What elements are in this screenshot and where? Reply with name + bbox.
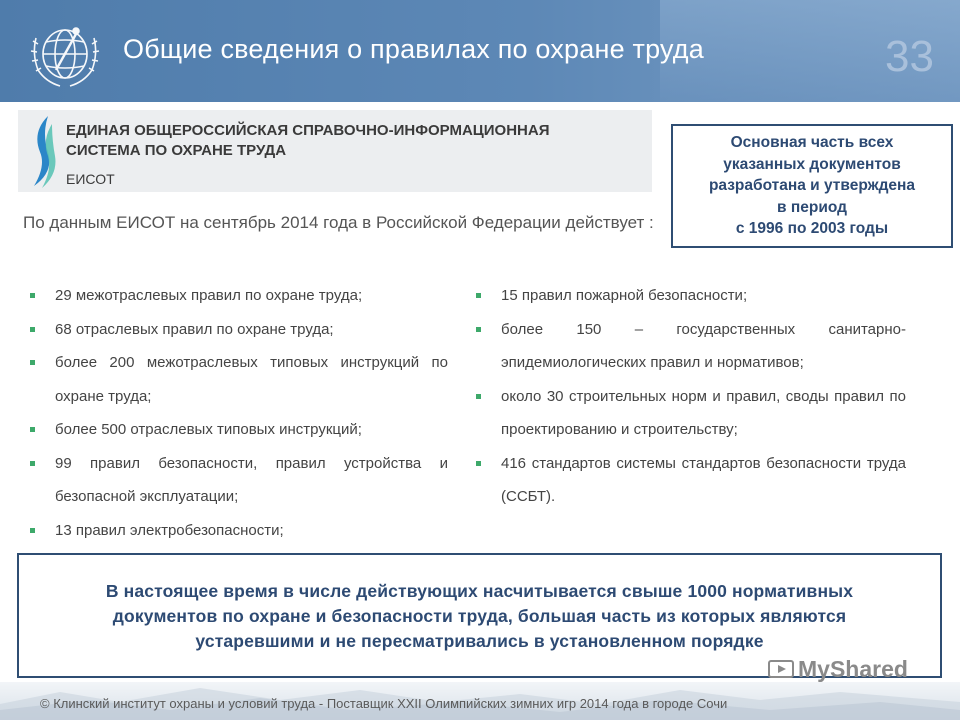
slide-footer — [0, 682, 960, 720]
eisot-abbreviation: ЕИСОТ — [66, 171, 115, 187]
olympic-globe-logo — [26, 18, 104, 90]
watermark-icon — [768, 658, 794, 680]
left-bullet-list — [23, 279, 448, 547]
watermark — [768, 656, 908, 683]
note-line: указанных документов — [723, 155, 901, 173]
right-bullet-list — [469, 279, 906, 514]
page-title: Общие сведения о правилах по охране труда — [123, 34, 704, 64]
summary-line: документов по охране и безопасности труда, большая часть из которых являются — [112, 606, 847, 626]
list-item: около 30 строительных норм и правил, своды правил по проектированию и строительству; — [469, 380, 906, 447]
eisot-logo-icon — [28, 114, 58, 190]
list-item: 68 отраслевых правил по охране труда; — [23, 313, 448, 347]
watermark-text: MyShared — [798, 656, 908, 682]
list-item: 416 стандартов системы стандартов безопасности труда (ССБТ). — [469, 447, 906, 514]
list-item: более 150 – государственных санитарно-эпидемиологических правил и нормативов; — [469, 313, 906, 380]
note-line: разработана и утверждена — [708, 177, 916, 194]
summary-line: устаревшими и не пересматривались в установленном порядке — [195, 631, 764, 651]
footer-copyright: © Клинский институт охраны и условий труда - Поставщик XXII Олимпийских зимних игр 2014 года в городе Сочи — [40, 696, 728, 711]
note-line: в период — [777, 198, 847, 216]
slide-number: 33 — [885, 32, 934, 81]
list-item: более 200 межотраслевых типовых инструкций по охране труда; — [23, 346, 448, 413]
list-item: более 500 отраслевых типовых инструкций; — [23, 413, 448, 447]
list-item: 15 правил пожарной безопасности; — [469, 279, 906, 313]
summary-line: В настоящее время в числе действующих насчитывается свыше 1000 нормативных — [105, 581, 854, 601]
eisot-name-line2: СИСТЕМА ПО ОХРАНЕ ТРУДА — [66, 142, 287, 159]
list-item: 99 правил безопасности, правил устройства и безопасной эксплуатации; — [23, 447, 448, 514]
period-note-box — [671, 124, 953, 248]
intro-text: По данным ЕИСОТ на сентябрь 2014 года в Российской Федерации действует : — [23, 213, 654, 232]
note-line: Основная часть всех — [730, 134, 894, 151]
list-item: 29 межотраслевых правил по охране труда; — [23, 279, 448, 313]
list-item: 13 правил электробезопасности; — [23, 514, 448, 548]
note-line: с 1996 по 2003 годы — [735, 220, 889, 237]
slide-header — [0, 0, 960, 102]
eisot-banner — [18, 110, 652, 192]
eisot-name-line1: ЕДИНАЯ ОБЩЕРОССИЙСКАЯ СПРАВОЧНО-ИНФОРМАЦИОННАЯ — [66, 122, 550, 139]
